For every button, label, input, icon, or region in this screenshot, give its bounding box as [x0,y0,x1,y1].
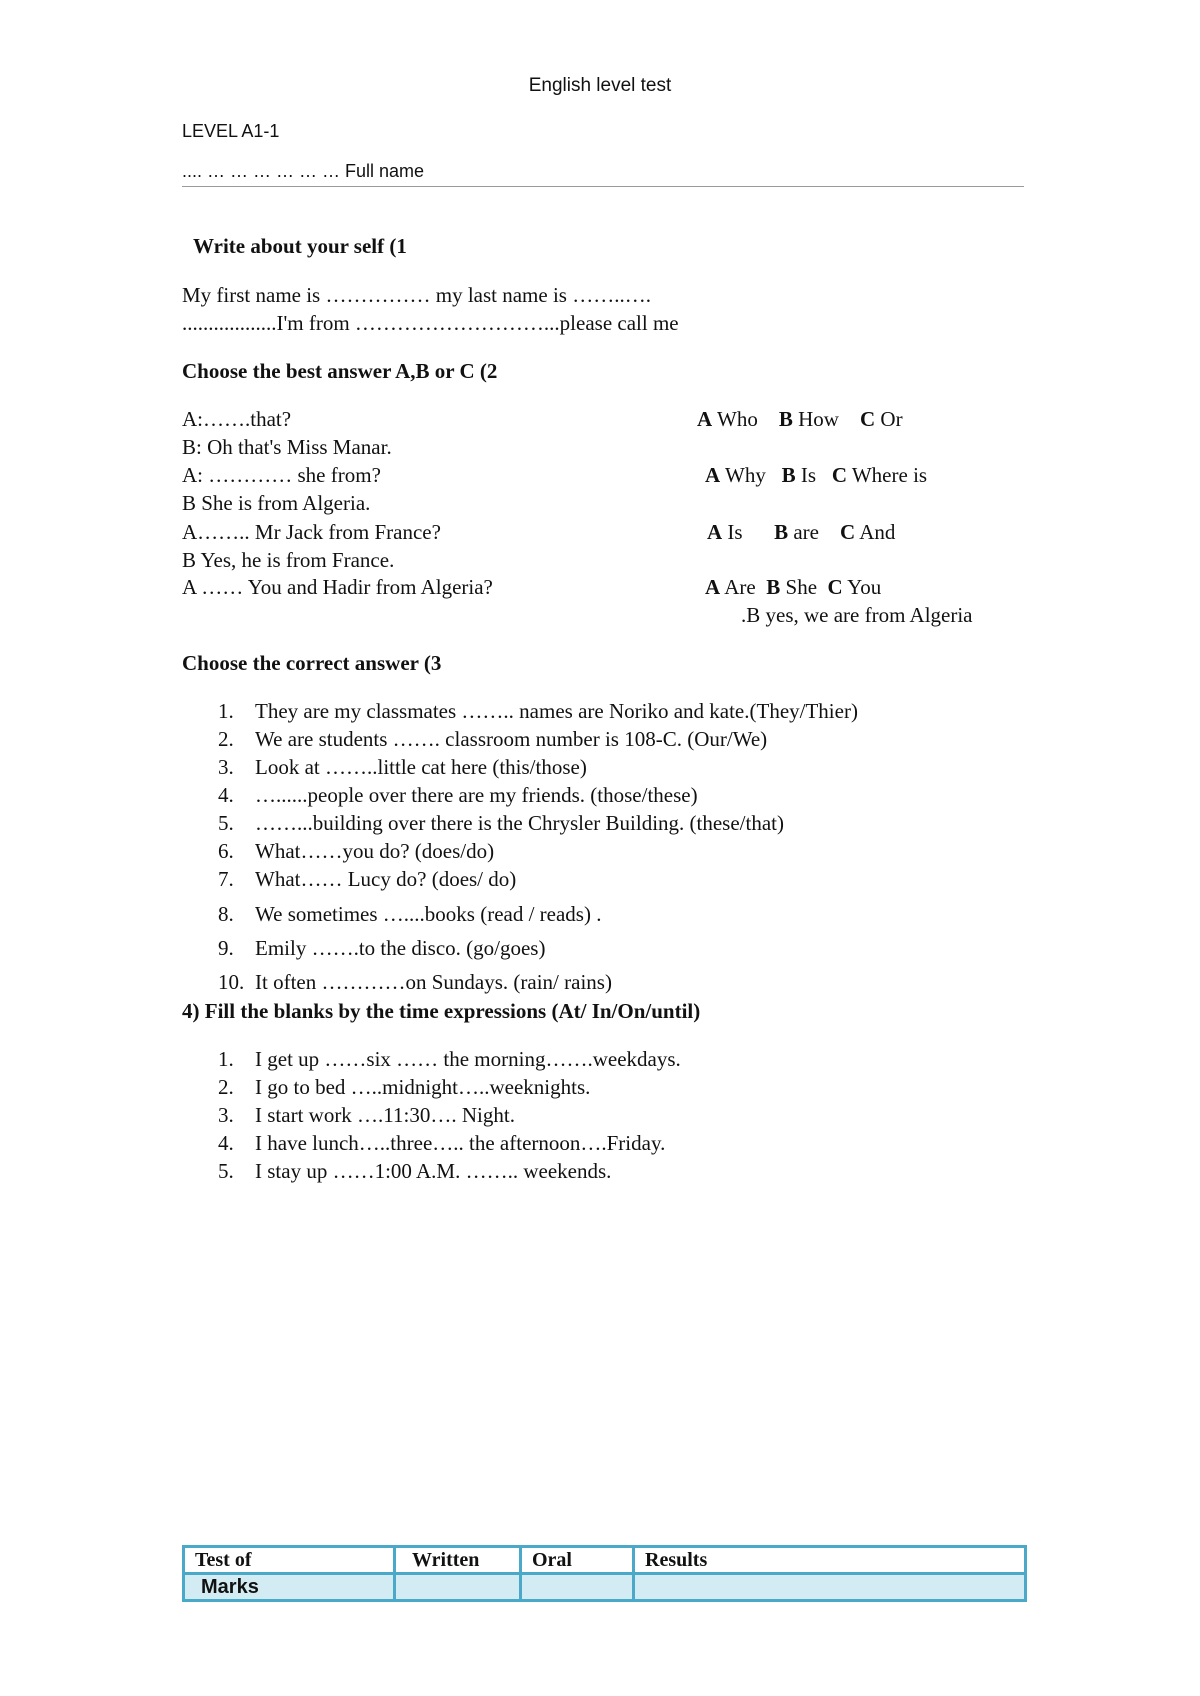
section2-title: Choose the best answer A,B or C (2 [182,359,498,383]
section2-question-4: A …… You and Hadir from Algeria? [182,575,493,599]
section4-title: 4) Fill the blanks by the time expressions (At/ In/On/until) [182,999,701,1023]
header-results: Results [634,1547,1026,1574]
oral-marks-cell[interactable] [521,1574,634,1601]
section2-line-6: B Yes, he is from France. [182,548,395,572]
header-test-of: Test of [184,1547,395,1574]
results-marks-cell[interactable] [634,1574,1026,1601]
section1-line-2: ..................I'm from ………………………...please call me [182,311,679,335]
section1-title: Write about your self (1 [193,234,407,258]
worksheet-page: English level test LEVEL A1-1 .... … … … … … … Full name Write about your self (1 My first name is …………… my last name is ……..…. ..................I'm from ………………………...please call me Choose the best answer A,B or C (2 A:…….that? A Who B How C Or B: Oh that's Miss Manar. A: ………… she from? A Why B Is C Where is B She is from Algeria. A…….. Mr Jack from France? A Is B are C And B Yes, he is from France. A …… You and Hadir from Algeria? A Are B She C You .B yes, we are from Algeria Choose the correct answer (3 1. They are my classmates …….. names are Noriko and kate.(They/Thier) 2. We are students ……. classroom number is 108-C. (Our/We) 3. Look at ……..little cat here (this/those) 4. …......people over there are my friends. (those/these) 5. ……...building over there is the Chrysler Building. (these/that) 6. What……you do? (does/do) 7. What…… Lucy do? (does/ do) 8. We sometimes …....books (read / reads) . 9. Emily …….to the disco. (go/goes) 10. It often …………on Sundays. (rain/ rains) 4) Fill the blanks by the time expressions (At/ In/On/until) 1. I get up ……six …… the morning…….weekdays. 2. I go to bed …..midnight…..weeknights. 3. I start work ….11:30…. Night. 4. I have lunch…..three….. the afternoon….Friday. 5. I stay up ……1:00 A.M. …….. weekends. Test of Written Oral Results Marks [0,0,1200,1696]
section2-options-2: A Why B Is C Where is [705,463,928,487]
section2-line-2: B: Oh that's Miss Manar. [182,435,392,459]
header-divider [182,186,1024,187]
level-label: LEVEL A1-1 [182,121,280,141]
header-oral: Oral [521,1547,634,1574]
page-title: English level test [528,75,672,96]
section2-question-3: A…….. Mr Jack from France? [182,520,441,544]
section2-line-4: B She is from Algeria. [182,491,371,515]
table-row [184,1574,1026,1601]
section2-options-4: A Are B She C You [705,575,882,599]
section2-options-1: A Who B How C Or [697,407,903,431]
section3-title: Choose the correct answer (3 [182,651,442,675]
table-header-row [184,1547,1026,1574]
header-written: Written [395,1547,521,1574]
section2-options-3: A Is B are C And [707,520,896,544]
written-marks-cell[interactable] [395,1574,521,1601]
full-name-field: .... … … … … … … Full name [182,161,425,181]
section2-answer-line: .B yes, we are from Algeria [741,603,973,627]
section1-line-1: My first name is …………… my last name is ……..…. [182,283,651,307]
section2-question-1: A:…….that? [182,407,292,431]
marks-table [182,1545,1027,1602]
section2-question-2: A: ………… she from? [182,463,381,487]
marks-label: Marks [184,1574,395,1601]
